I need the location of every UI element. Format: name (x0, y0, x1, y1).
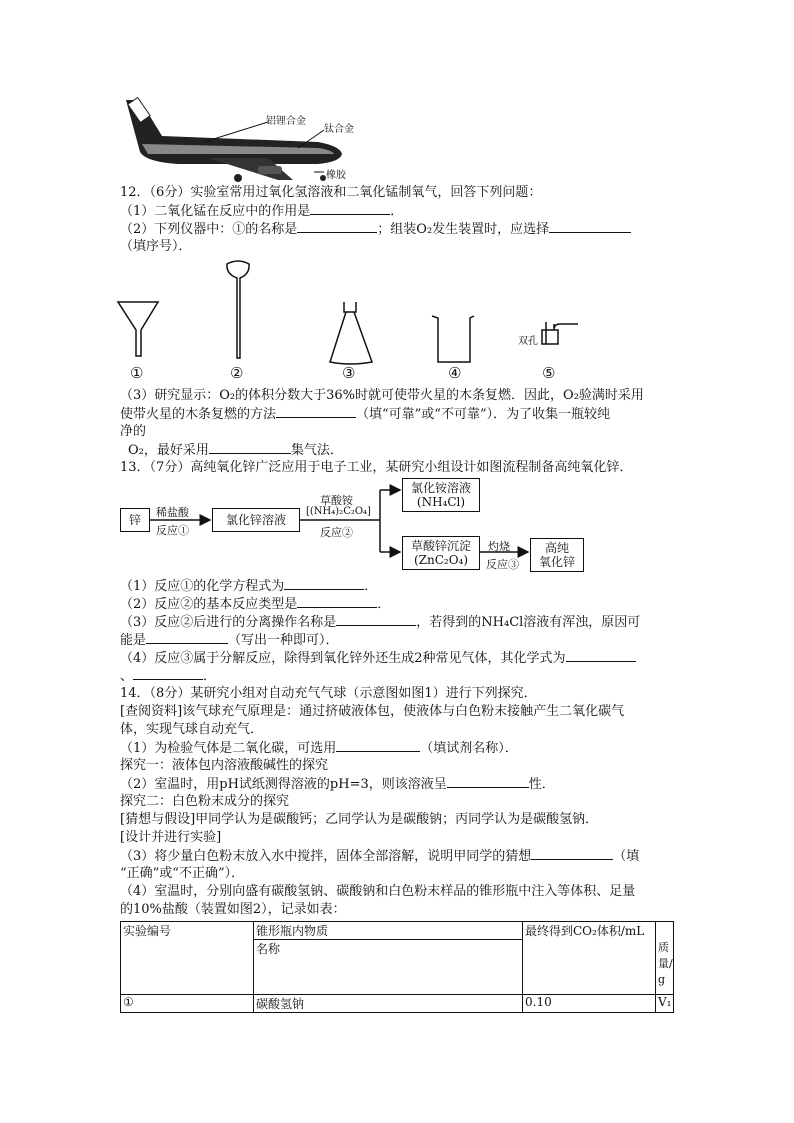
apparatus-label-4: ④ (448, 364, 462, 382)
q14-explore1: 探究一：液体包内溶液酸碱性的探究 (120, 758, 329, 773)
flow-chart (118, 476, 598, 576)
q12-part3-line3: 净的 (120, 424, 147, 439)
flow-label-oxalate-formula: [(NH₄)₂C₂O₄] (306, 506, 371, 517)
q14-part2: （2）室温时，用pH试纸测得溶液的pH=3，则该溶液呈 性． (120, 777, 555, 792)
flow-box-zno: 高纯 氧化锌 (530, 538, 584, 572)
table-row (121, 995, 674, 1013)
q14-part4: （4）室温时，分别向盛有碳酸氢钠、碳酸钠和白色粉末样品的锥形瓶中注入等体积、足量 (120, 884, 636, 899)
q12-part2: （2）下列仪器中：①的名称是 ；组装O₂发生装置时，应选择 (120, 220, 631, 238)
q14-design: [设计并进行实验] (120, 830, 222, 845)
q14-info-1: [查阅资料]该气球充气原理是：通过挤破液体包，使液体与白色粉末接触产生二氧化碳气 (120, 704, 625, 719)
q12-part1: （1）二氧化锰在反应中的作用是 ． (120, 204, 404, 219)
th-flask-content: 锥形瓶内物质 (254, 922, 523, 940)
q13-part2: （2）反应②的基本反应类型是 ． (120, 597, 391, 612)
th-name: 名称 (254, 940, 523, 995)
flow-box-zncl2: 氯化锌溶液 (212, 508, 300, 532)
funnel-icon (118, 302, 158, 356)
apparatus-row (110, 258, 590, 386)
flow-label-r3: 反应③ (486, 558, 519, 571)
th-experiment-no: 实验编号 (121, 922, 254, 995)
td-row1-volume: V₁ (656, 995, 674, 1013)
q12-part3-line2: 使带火星的木条复燃的方法 （填“可靠”或“不可靠”）．为了收集一瓶较纯 (120, 407, 611, 422)
flow-box-zinc: 锌 (120, 508, 150, 532)
q14-info-2: 体，实现气球自动充气． (120, 722, 264, 737)
label-rubber: 橡胶 (326, 170, 346, 181)
q14-part1: （1）为检验气体是二氧化碳，可选用 （填试剂名称）． (120, 741, 518, 756)
q14-explore2: 探究二：白色粉末成分的探究 (120, 794, 290, 809)
label-aluminum-alloy: 铝锂合金 (266, 116, 306, 127)
q14-part3: （3）将少量白色粉末放入水中搅拌，固体全部溶解，说明甲同学的猜想 （填 (120, 849, 640, 864)
q13-stem: 13．（7分）高纯氧化锌广泛应用于电子工业，某研究小组设计如图流程制备高纯氧化锌． (120, 460, 633, 475)
flow-box-nh4cl: 氯化铵溶液 (NH₄Cl) (402, 478, 480, 512)
q14-part4-cont: 的10%盐酸（装置如图2），记录如表： (120, 902, 346, 917)
apparatus-label-1: ① (130, 364, 144, 382)
q14-part3-cont: “正确”或“不正确”）． (120, 866, 245, 881)
apparatus-label-5: ⑤ (542, 364, 556, 382)
q12-stem: 12．（6分）实验室常用过氧化氢溶液和二氧化锰制氧气，回答下列问题： (120, 185, 542, 200)
q12-part2-cont: （填序号）． (120, 239, 192, 254)
q13-part4-cont: 、 ． (120, 669, 217, 684)
q12-part3: （3）研究显示：O₂的体积分数大于36%时就可使带火星的木条复燃．因此，O₂验满时采用 (120, 388, 644, 403)
flow-label-burn: 灼烧 (488, 540, 510, 553)
q12-part3-line4: O₂，最好采用 集气法． (128, 443, 343, 458)
q13-part3: （3）反应②后进行的分离操作名称是 ，若得到的NH₄Cl溶液有浑浊，原因可 (120, 615, 641, 630)
q13-part3-cont: 能是 （写出一种即可）． (120, 633, 339, 648)
airplane-figure (118, 92, 354, 184)
beaker-icon (432, 316, 474, 362)
long-neck-funnel-icon (227, 261, 249, 358)
q13-part1: （1）反应①的化学方程式为 ． (120, 579, 378, 594)
apparatus-label-3: ③ (342, 364, 356, 382)
flow-label-r1: 反应① (156, 524, 189, 537)
experiment-table (120, 921, 674, 1013)
flow-label-hcl: 稀盐酸 (156, 506, 189, 519)
flow-label-oxalate: 草酸铵 (320, 494, 353, 507)
q14-stem: 14．（8分）某研究小组对自动充气气球（示意图如图1）进行下列探究． (120, 686, 537, 701)
two-hole-label: 双孔 (518, 336, 538, 347)
conical-flask-icon (330, 302, 372, 364)
td-row1-no: ① (121, 995, 254, 1013)
th-mass: 质量/g (656, 922, 674, 995)
apparatus-label-2: ② (230, 364, 244, 382)
q14-guess: [猜想与假设]甲同学认为是碳酸钙；乙同学认为是碳酸钠；丙同学认为是碳酸氢钠． (120, 812, 599, 827)
table-header-row (121, 922, 674, 940)
th-co2-volume: 最终得到CO₂体积/mL (523, 922, 656, 995)
td-row1-mass: 0.10 (523, 995, 656, 1013)
two-hole-stopper-icon (542, 322, 578, 344)
flow-label-r2: 反应② (320, 526, 353, 539)
q13-part4: （4）反应③属于分解反应，除得到氧化锌外还生成2种常见气体，其化学式为 (120, 649, 636, 667)
flow-box-znc2o4: 草酸锌沉淀 (ZnC₂O₄) (402, 536, 480, 570)
td-row1-name: 碳酸氢钠 (254, 995, 523, 1013)
label-titanium-alloy: 钛合金 (324, 124, 354, 135)
